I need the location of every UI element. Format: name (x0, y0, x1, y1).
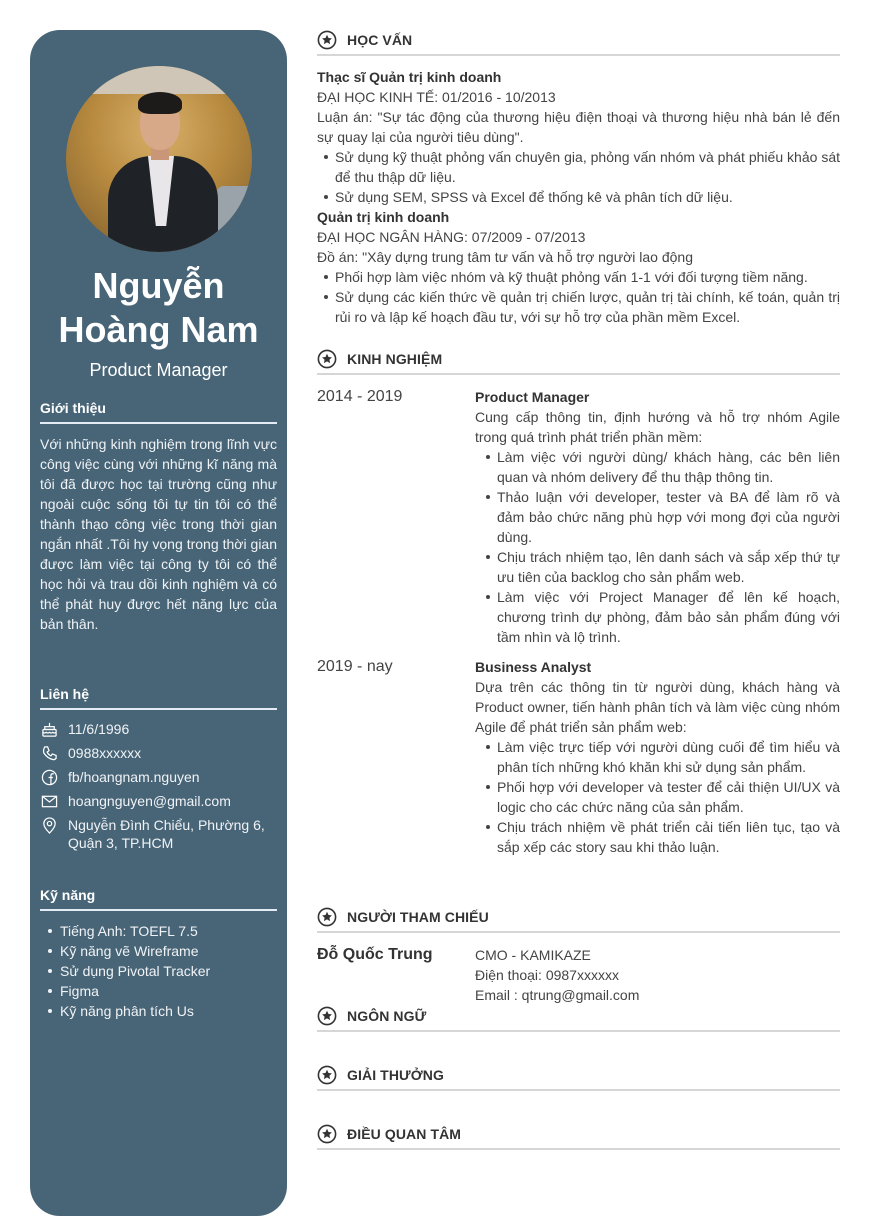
star-icon (317, 1006, 337, 1026)
references-title: NGƯỜI THAM CHIẾU (347, 909, 489, 925)
languages-header (317, 1006, 840, 1032)
education-entry-1 (317, 67, 840, 207)
candidate-name (30, 264, 287, 352)
awards-title: GIẢI THƯỞNG (347, 1067, 444, 1083)
skill-item: Sử dụng Pivotal Tracker (40, 961, 277, 981)
intro-text: Với những kinh nghiệm trong lĩnh vực công việc cùng với những kĩ năng mà tôi đã được học tại trường cũng như ngoài cuộc sống tôi tự tin tôi có thể thành thạo công việc trong thời gian ngắn nhất .Tôi hy vọng trong thời gian được làm việc tại công ty tôi có thể học hỏi và trau dồi kinh nghiệm và có thể phát huy được hết năng lực của bản thân. (40, 436, 277, 632)
thesis-text: Luận án: "Sự tác động của thương hiệu điện thoại và thương hiệu nhà bán lẻ đến sự quay lại của người tiêu dùng". (317, 109, 840, 145)
thesis-text: Đồ án: "Xây dựng trung tâm tư vấn và hỗ trợ người lao động (317, 249, 693, 265)
star-icon (317, 30, 337, 50)
education-bullet: Sử dụng các kiến thức về quản trị chiến lược, quản trị tài chính, kế toán, quản trị rủi ro và lập kế hoạch đầu tư, với sự hỗ trợ của phần mềm Excel. (317, 287, 840, 327)
experience-header (317, 349, 840, 375)
awards-header (317, 1065, 840, 1091)
photo-chair (216, 186, 252, 252)
degree-name: Quản trị kinh doanh (317, 209, 450, 225)
experience-detail (475, 657, 840, 857)
experience-bullet: Chịu trách nhiệm tạo, lên danh sách và sắp xếp thứ tự ưu tiên của backlog cho sản phẩm web. (479, 547, 840, 587)
experience-bullet: Chịu trách nhiệm về phát triển cải tiến liên tục, tạo và sắp xếp các story sau khi thảo luận. (479, 817, 840, 857)
contact-email-text[interactable]: hoangnguyen@gmail.com (68, 793, 231, 809)
phone-icon (40, 744, 58, 762)
degree-title (317, 207, 840, 227)
star-icon (317, 1065, 337, 1085)
experience-summary: Dựa trên các thông tin từ người dùng, khách hàng và Product owner, tiến hành phân tích và làm việc cùng nhóm Agile để phát triển sản phẩm web: (475, 679, 840, 735)
reference-email[interactable]: Email : qtrung@gmail.com (475, 987, 640, 1003)
sidebar (30, 30, 287, 1216)
reference-name: Đỗ Quốc Trung (317, 946, 433, 963)
reference-info (475, 945, 639, 1005)
education-bullet: Sử dụng kỹ thuật phỏng vấn chuyên gia, phỏng vấn nhóm và phát phiếu khảo sát để thu thập dữ liệu. (317, 147, 840, 187)
experience-summary: Cung cấp thông tin, định hướng và hỗ trợ nhóm Agile trong quá trình phát triển phần mềm: (475, 409, 840, 445)
references-header (317, 907, 840, 933)
avatar-photo (66, 66, 252, 252)
star-icon (317, 349, 337, 369)
skill-item: Figma (40, 981, 277, 1001)
photo-background (66, 66, 252, 94)
experience-title: KINH NGHIỆM (347, 351, 443, 367)
contact-facebook[interactable] (40, 768, 277, 786)
email-icon (40, 792, 58, 810)
facebook-icon (40, 768, 58, 786)
skill-item: Kỹ năng vẽ Wireframe (40, 941, 277, 961)
experience-bullets (475, 737, 840, 857)
contact-birthday-text: 11/6/1996 (68, 721, 130, 737)
reference-phone: Điện thoại: 0987xxxxxx (475, 967, 619, 983)
contact-section (40, 686, 277, 858)
location-icon (40, 816, 58, 834)
education-bullet: Sử dụng SEM, SPSS và Excel để thống kê và phân tích dữ liệu. (317, 187, 840, 207)
experience-bullet: Phối hợp với developer và tester để cải thiện UI/UX và logic cho các chức năng của sản phẩm. (479, 777, 840, 817)
skills-list (40, 921, 277, 1021)
contact-phone (40, 744, 277, 762)
education-title: HỌC VẤN (347, 32, 413, 48)
contact-facebook-text[interactable]: fb/hoangnam.nguyen (68, 769, 200, 785)
experience-position: Product Manager (475, 389, 590, 405)
degree-name: Thạc sĩ Quản trị kinh doanh (317, 69, 502, 85)
school-dates: ĐẠI HỌC NGÂN HÀNG: 07/2009 - 07/2013 (317, 229, 586, 245)
intro-section (40, 400, 277, 634)
experience-detail (475, 387, 840, 647)
intro-title: Giới thiệu (40, 400, 277, 424)
skills-section (40, 887, 277, 1021)
education-bullets (317, 267, 840, 327)
candidate-role: Product Manager (89, 360, 228, 380)
experience-bullets (475, 447, 840, 647)
skill-item: Kỹ năng phân tích Us (40, 1001, 277, 1021)
experience-years: 2019 - nay (317, 658, 393, 675)
experience-bullet: Làm việc với người dùng/ khách hàng, các bên liên quan và nhóm delivery để thu thập thông tin. (479, 447, 840, 487)
experience-position: Business Analyst (475, 659, 592, 675)
education-header (317, 30, 840, 56)
contact-birthday (40, 720, 277, 738)
name-line-1: Nguyễn (92, 265, 225, 306)
contact-title: Liên hệ (40, 686, 277, 710)
education-bullets (317, 147, 840, 207)
experience-years: 2014 - 2019 (317, 388, 403, 405)
skill-item: Tiếng Anh: TOEFL 7.5 (40, 921, 277, 941)
interests-title: ĐIỀU QUAN TÂM (347, 1126, 462, 1142)
skills-title: Kỹ năng (40, 887, 277, 911)
photo-hair (138, 92, 182, 114)
interests-header (317, 1124, 840, 1150)
school-dates: ĐẠI HỌC KINH TẾ: 01/2016 - 10/2013 (317, 89, 556, 105)
contact-email[interactable] (40, 792, 277, 810)
education-entry-2 (317, 207, 840, 327)
education-bullet: Phối hợp làm việc nhóm và kỹ thuật phỏng vấn 1-1 với đối tượng tiềm năng. (317, 267, 840, 287)
star-icon (317, 907, 337, 927)
experience-bullet: Làm việc với Project Manager để lên kế hoạch, chương trình dự phòng, đảm bảo sản phẩm đúng với tầm nhìn và lộ trình. (479, 587, 840, 647)
experience-bullet: Làm việc trực tiếp với người dùng cuối để tìm hiểu và phân tích những khó khăn khi sử dụng sản phẩm. (479, 737, 840, 777)
contact-address-text: Nguyễn Đình Chiểu, Phường 6, Quận 3, TP.HCM (68, 817, 265, 851)
contact-phone-text: 0988xxxxxx (68, 745, 142, 761)
experience-bullet: Thảo luận với developer, tester và BA để làm rõ và đảm bảo chức năng phù hợp với mong đợi của người dùng. (479, 487, 840, 547)
reference-position: CMO - KAMIKAZE (475, 947, 591, 963)
contact-address (40, 816, 277, 852)
birthday-cake-icon (40, 720, 58, 738)
degree-title (317, 67, 840, 87)
star-icon (317, 1124, 337, 1144)
name-line-2: Hoàng Nam (58, 309, 259, 350)
languages-title: NGÔN NGỮ (347, 1008, 427, 1024)
